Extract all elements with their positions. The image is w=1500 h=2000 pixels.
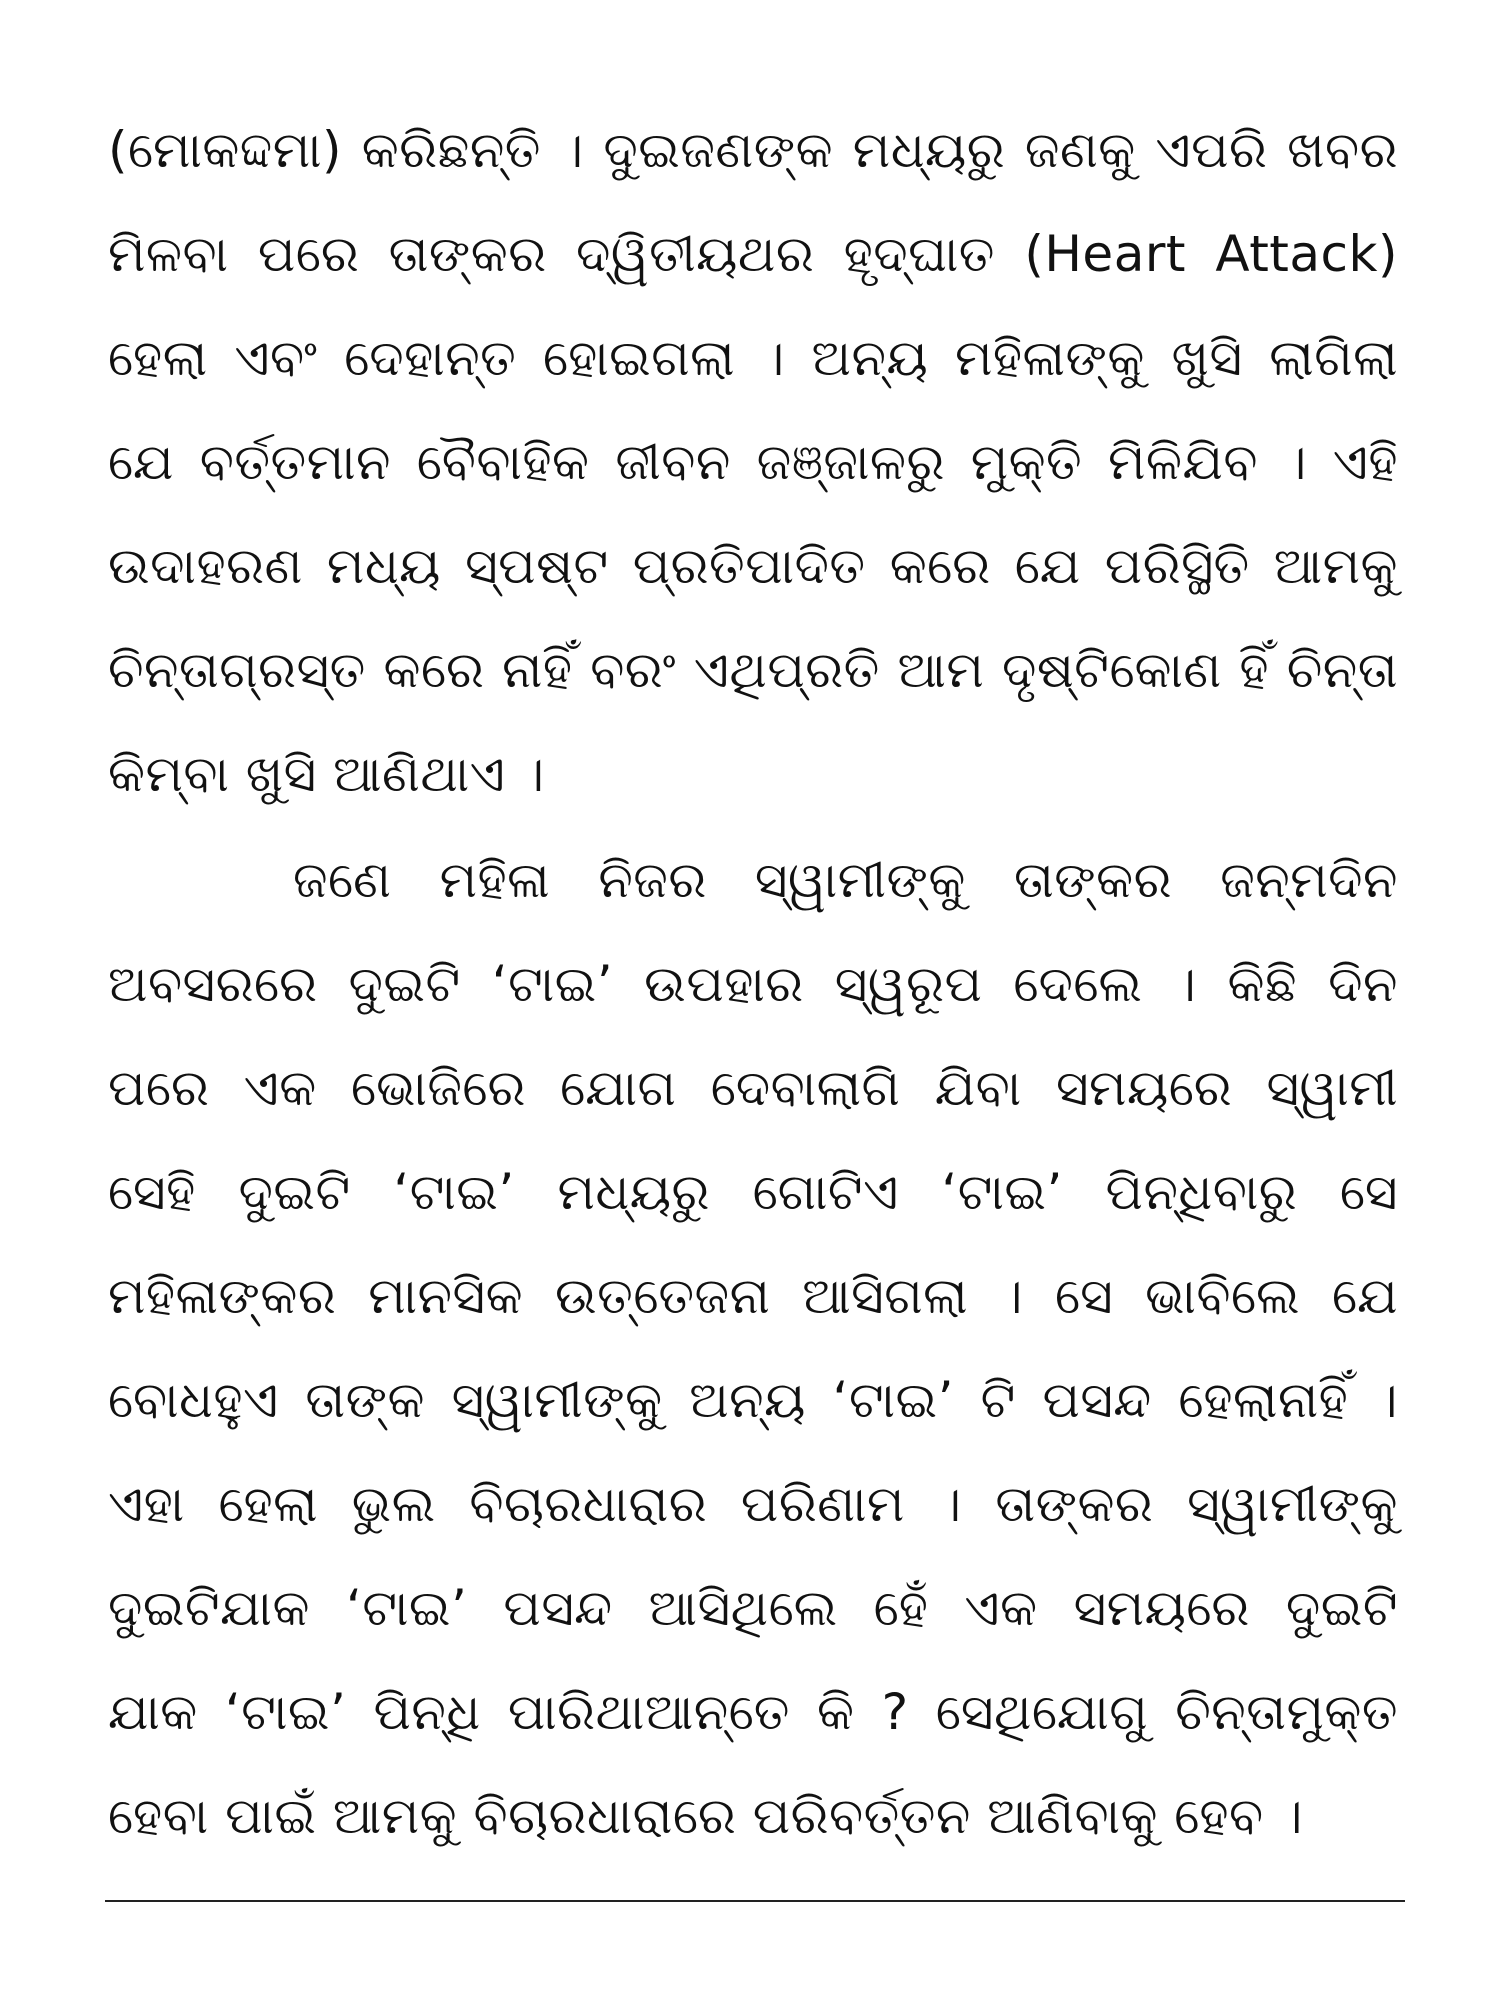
paragraph-line: ମିଳବା ପରେ ତାଙ୍କର ଦ୍ୱିତୀୟଥର ହୃଦ୍‌ଘାତ (Heart Attack) <box>108 225 1398 283</box>
paragraph-line: (ମୋକଦ୍ଦମା) କରିଛନ୍ତି । ଦୁଇଜଣଙ୍କ ମଧ୍ୟରୁ ଜଣକୁ ଏପରି ଖବର <box>108 121 1398 179</box>
paragraph-line: ହେଲା ଏବଂ ଦେହାନ୍ତ ହୋଇଗଲା । ଅନ୍ୟ ମହିଳାଙ୍କୁ ଖୁସି ଲାଗିଲା <box>108 329 1398 387</box>
paragraph-line: ସେହି ଦୁଇଟି ‘ଟାଇ’ ମଧ୍ୟରୁ ଗୋଟିଏ ‘ଟାଇ’ ପିନ୍ଧିବାରୁ ସେ <box>108 1163 1398 1221</box>
paragraph-line: ବୋଧହୁଏ ତାଙ୍କ ସ୍ୱାମୀଙ୍କୁ ଅନ୍ୟ ‘ଟାଇ’ ଟି ପସନ୍ଦ ହେଲାନାହିଁ । <box>108 1371 1398 1429</box>
paragraph-line: ହେବା ପାଇଁ ଆମକୁ ବିଚାରଧାରାରେ ପରିବର୍ତ୍ତନ ଆଣିବାକୁ ହେବ । <box>108 1787 1304 1845</box>
paragraph-line: ଏହା ହେଲା ଭୁଲ ବିଚାରଧାରାର ପରିଣାମ । ତାଙ୍କର ସ୍ୱାମୀଙ୍କୁ <box>108 1475 1398 1533</box>
footer-divider <box>105 1900 1405 1902</box>
paragraph-2 <box>108 828 1398 1868</box>
paragraph-line: ଅବସରରେ ଦୁଇଟି ‘ଟାଇ’ ଉପହାର ସ୍ୱରୂପ ଦେଲେ । କିଛି ଦିନ <box>108 955 1398 1013</box>
paragraph-line: ମହିଳାଙ୍କର ମାନସିକ ଉତ୍ତେଜନା ଆସିଗଲା । ସେ ଭାବିଲେ ଯେ <box>108 1267 1398 1325</box>
paragraph-1 <box>108 98 1398 826</box>
paragraph-line: ଯାକ ‘ଟାଇ’ ପିନ୍ଧି ପାରିଥାଆନ୍ତେ କି ? ସେଥିଯୋଗୁ ଚିନ୍ତାମୁକ୍ତ <box>108 1683 1398 1741</box>
paragraph-line: ଯେ ବର୍ତ୍ତମାନ ବୈବାହିକ ଜୀବନ ଜଞ୍ଜାଳରୁ ମୁକ୍ତି ମିଳିଯିବ । ଏହି <box>108 433 1398 491</box>
paragraph-line: ଦୁଇଟିଯାକ ‘ଟାଇ’ ପସନ୍ଦ ଆସିଥିଲେ ହେଁ ଏକ ସମୟରେ ଦୁଇଟି <box>108 1579 1398 1637</box>
paragraph-line: ପରେ ଏକ ଭୋଜିରେ ଯୋଗ ଦେବାଲାଗି ଯିବା ସମୟରେ ସ୍ୱାମୀ <box>108 1059 1398 1117</box>
paragraph-line: ଚିନ୍ତାଗ୍ରସ୍ତ କରେ ନାହିଁ ବରଂ ଏଥିପ୍ରତି ଆମ ଦୃଷ୍ଟିକୋଣ ହିଁ ଚିନ୍ତା <box>108 641 1398 699</box>
paragraph-line: ଜଣେ ମହିଳା ନିଜର ସ୍ୱାମୀଙ୍କୁ ତାଙ୍କର ଜନ୍ମଦିନ <box>293 851 1398 909</box>
paragraph-line: କିମ୍ବା ଖୁସି ଆଣିଥାଏ । <box>108 745 545 803</box>
paragraph-line: ଉଦାହରଣ ମଧ୍ୟ ସ୍ପଷ୍ଟ ପ୍ରତିପାଦିତ କରେ ଯେ ପରିସ୍ଥିତି ଆମକୁ <box>108 537 1398 595</box>
